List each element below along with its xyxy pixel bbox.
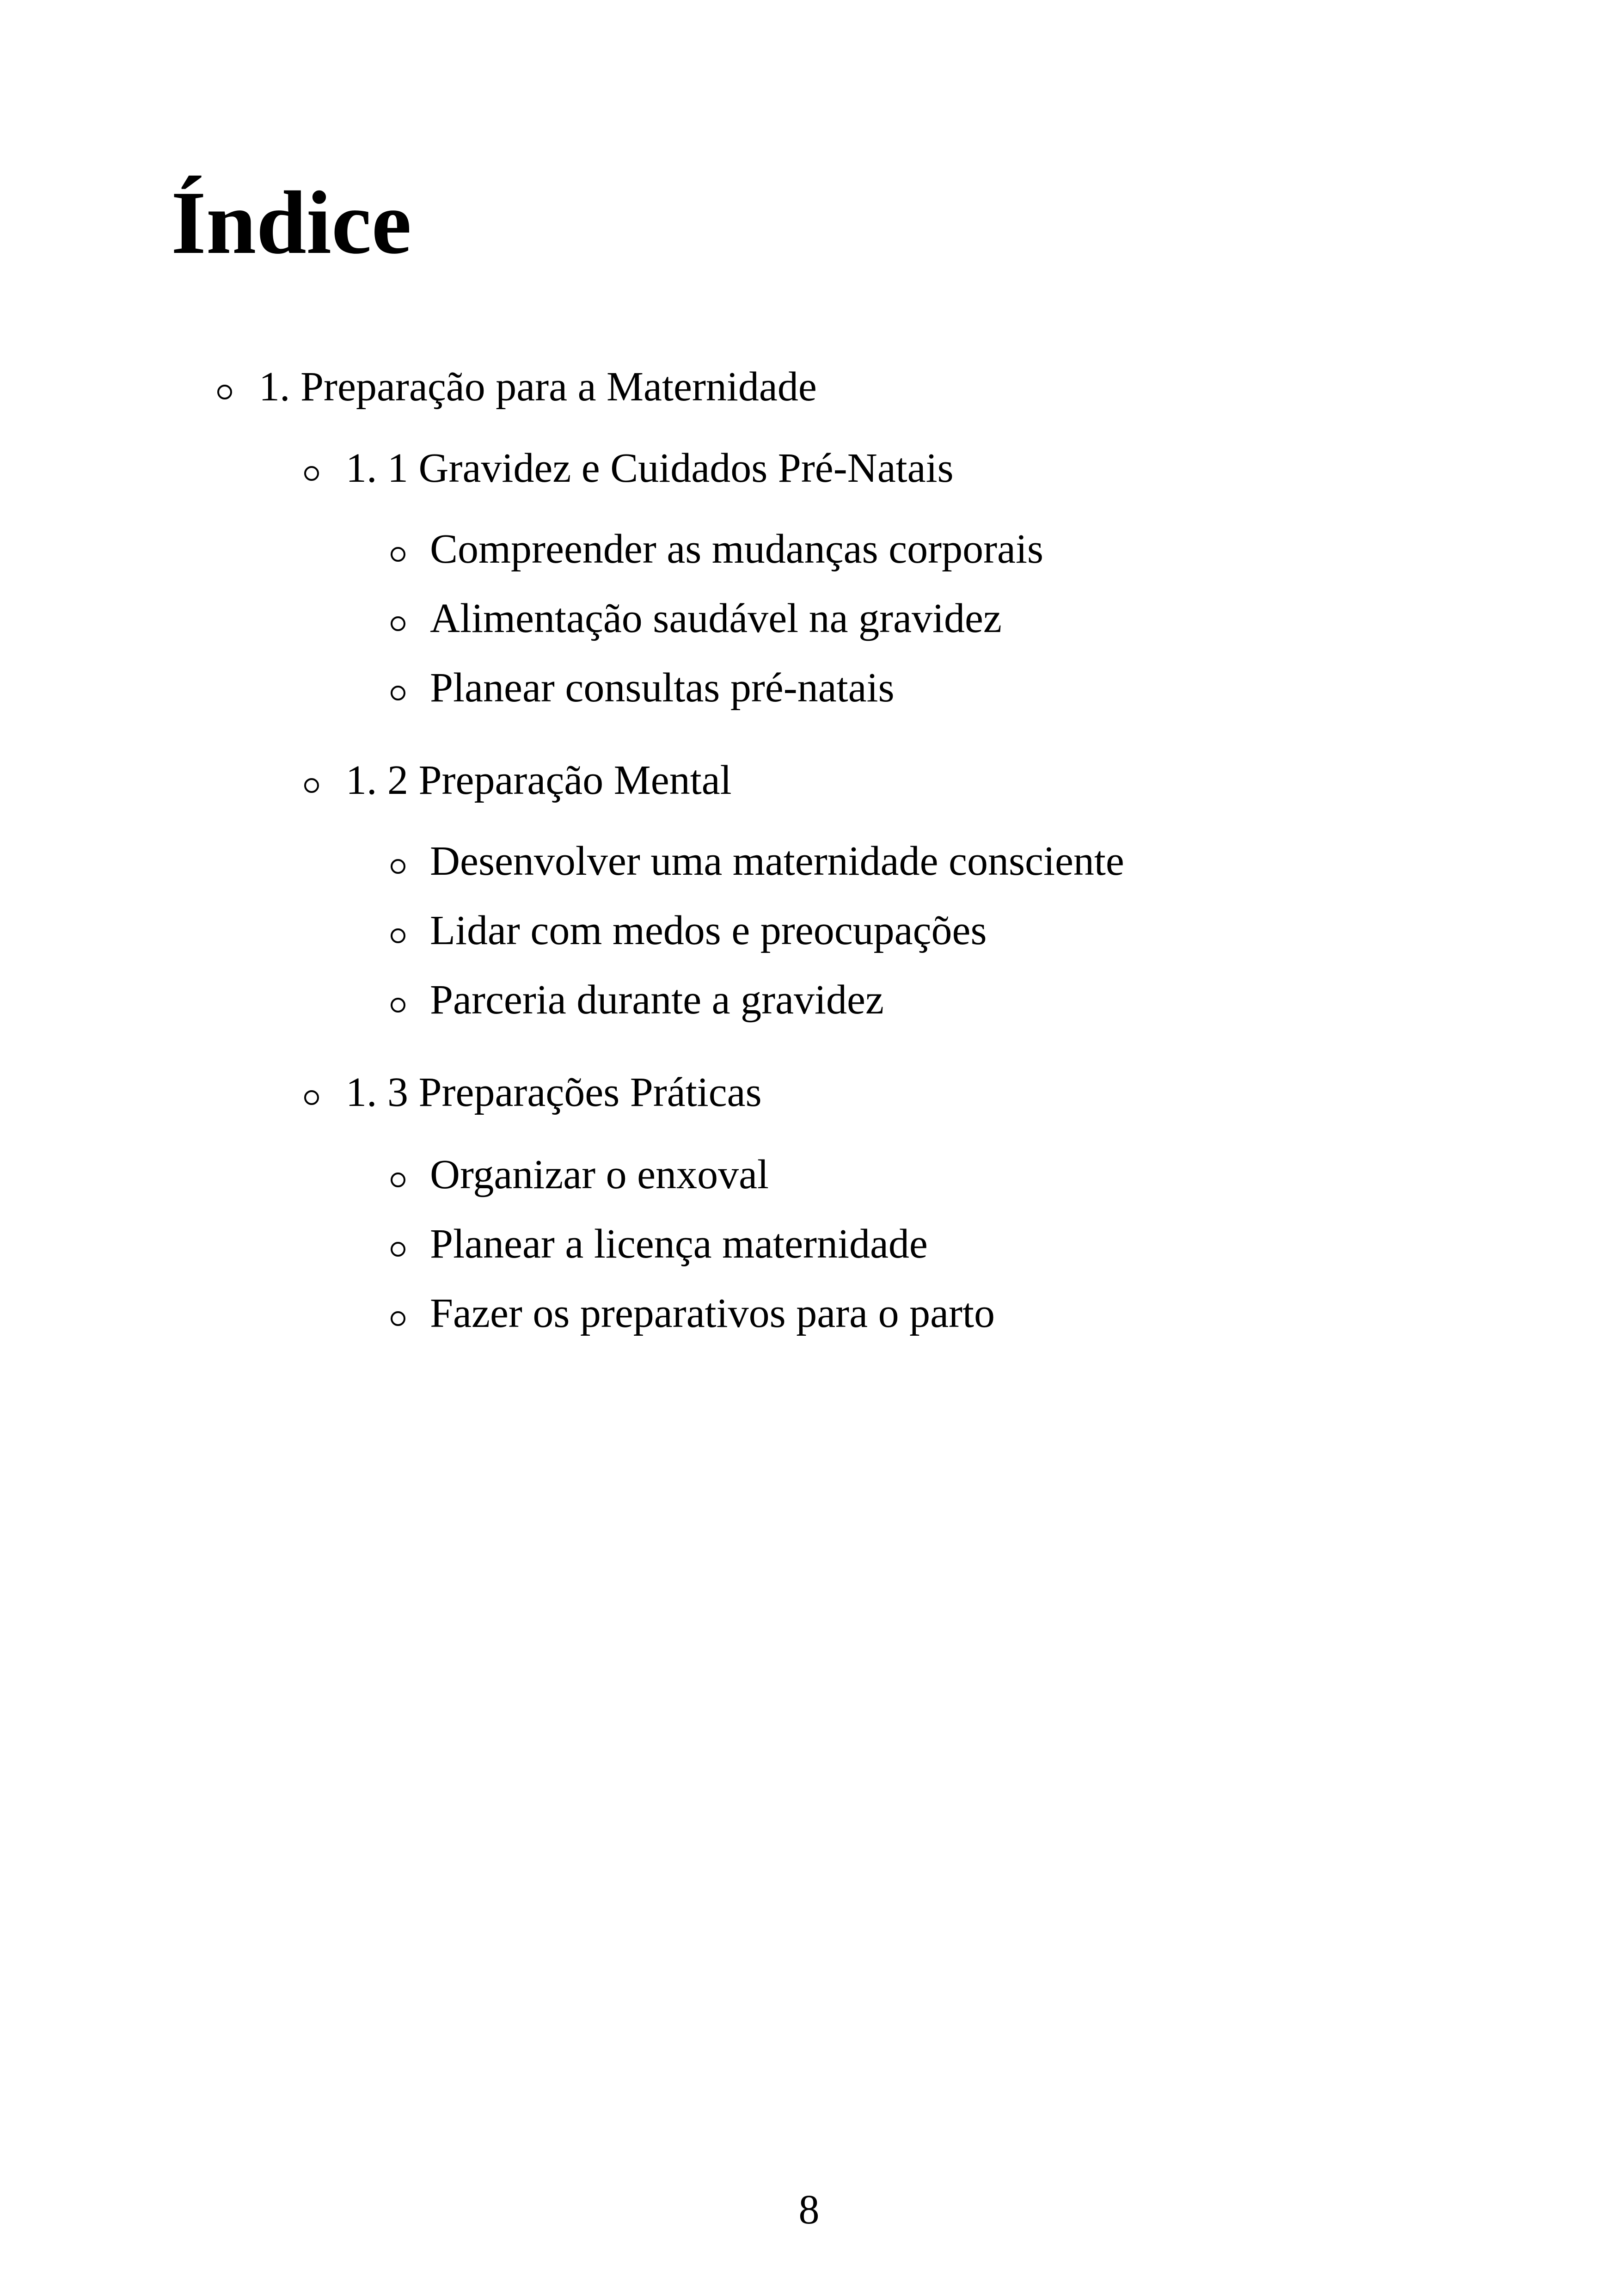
circle-bullet-icon — [391, 859, 405, 874]
circle-bullet-icon — [391, 616, 405, 631]
toc-item-label: Lidar com medos e preocupações — [430, 908, 987, 953]
circle-bullet-icon — [304, 466, 319, 481]
page-title: Índice — [171, 173, 412, 273]
circle-bullet-icon — [304, 778, 319, 793]
circle-bullet-icon — [304, 1090, 319, 1105]
toc-section-label: 1. 2 Preparação Mental — [346, 757, 732, 803]
circle-bullet-icon — [391, 1173, 405, 1187]
toc-item-label: Fazer os preparativos para o parto — [430, 1290, 995, 1336]
toc-chapter-label: 1. Preparação para a Maternidade — [259, 364, 817, 410]
toc-item-label: Organizar o enxoval — [430, 1152, 769, 1197]
toc-section-label: 1. 3 Preparações Práticas — [346, 1069, 762, 1115]
circle-bullet-icon — [391, 686, 405, 700]
circle-bullet-icon — [391, 998, 405, 1013]
circle-bullet-icon — [391, 928, 405, 943]
toc-item-label: Compreender as mudanças corporais — [430, 526, 1044, 572]
circle-bullet-icon — [391, 547, 405, 562]
toc-item-label: Planear a licença maternidade — [430, 1221, 928, 1267]
toc-item-label: Desenvolver uma maternidade consciente — [430, 838, 1124, 884]
toc-section-label: 1. 1 Gravidez e Cuidados Pré-Natais — [346, 445, 954, 491]
circle-bullet-icon — [391, 1311, 405, 1326]
toc-item-label: Planear consultas pré-natais — [430, 665, 895, 711]
page-number: 8 — [798, 2187, 820, 2233]
circle-bullet-icon — [391, 1242, 405, 1257]
circle-bullet-icon — [217, 385, 232, 399]
toc-item-label: Parceria durante a gravidez — [430, 977, 884, 1023]
toc-item-label: Alimentação saudável na gravidez — [430, 595, 1002, 641]
